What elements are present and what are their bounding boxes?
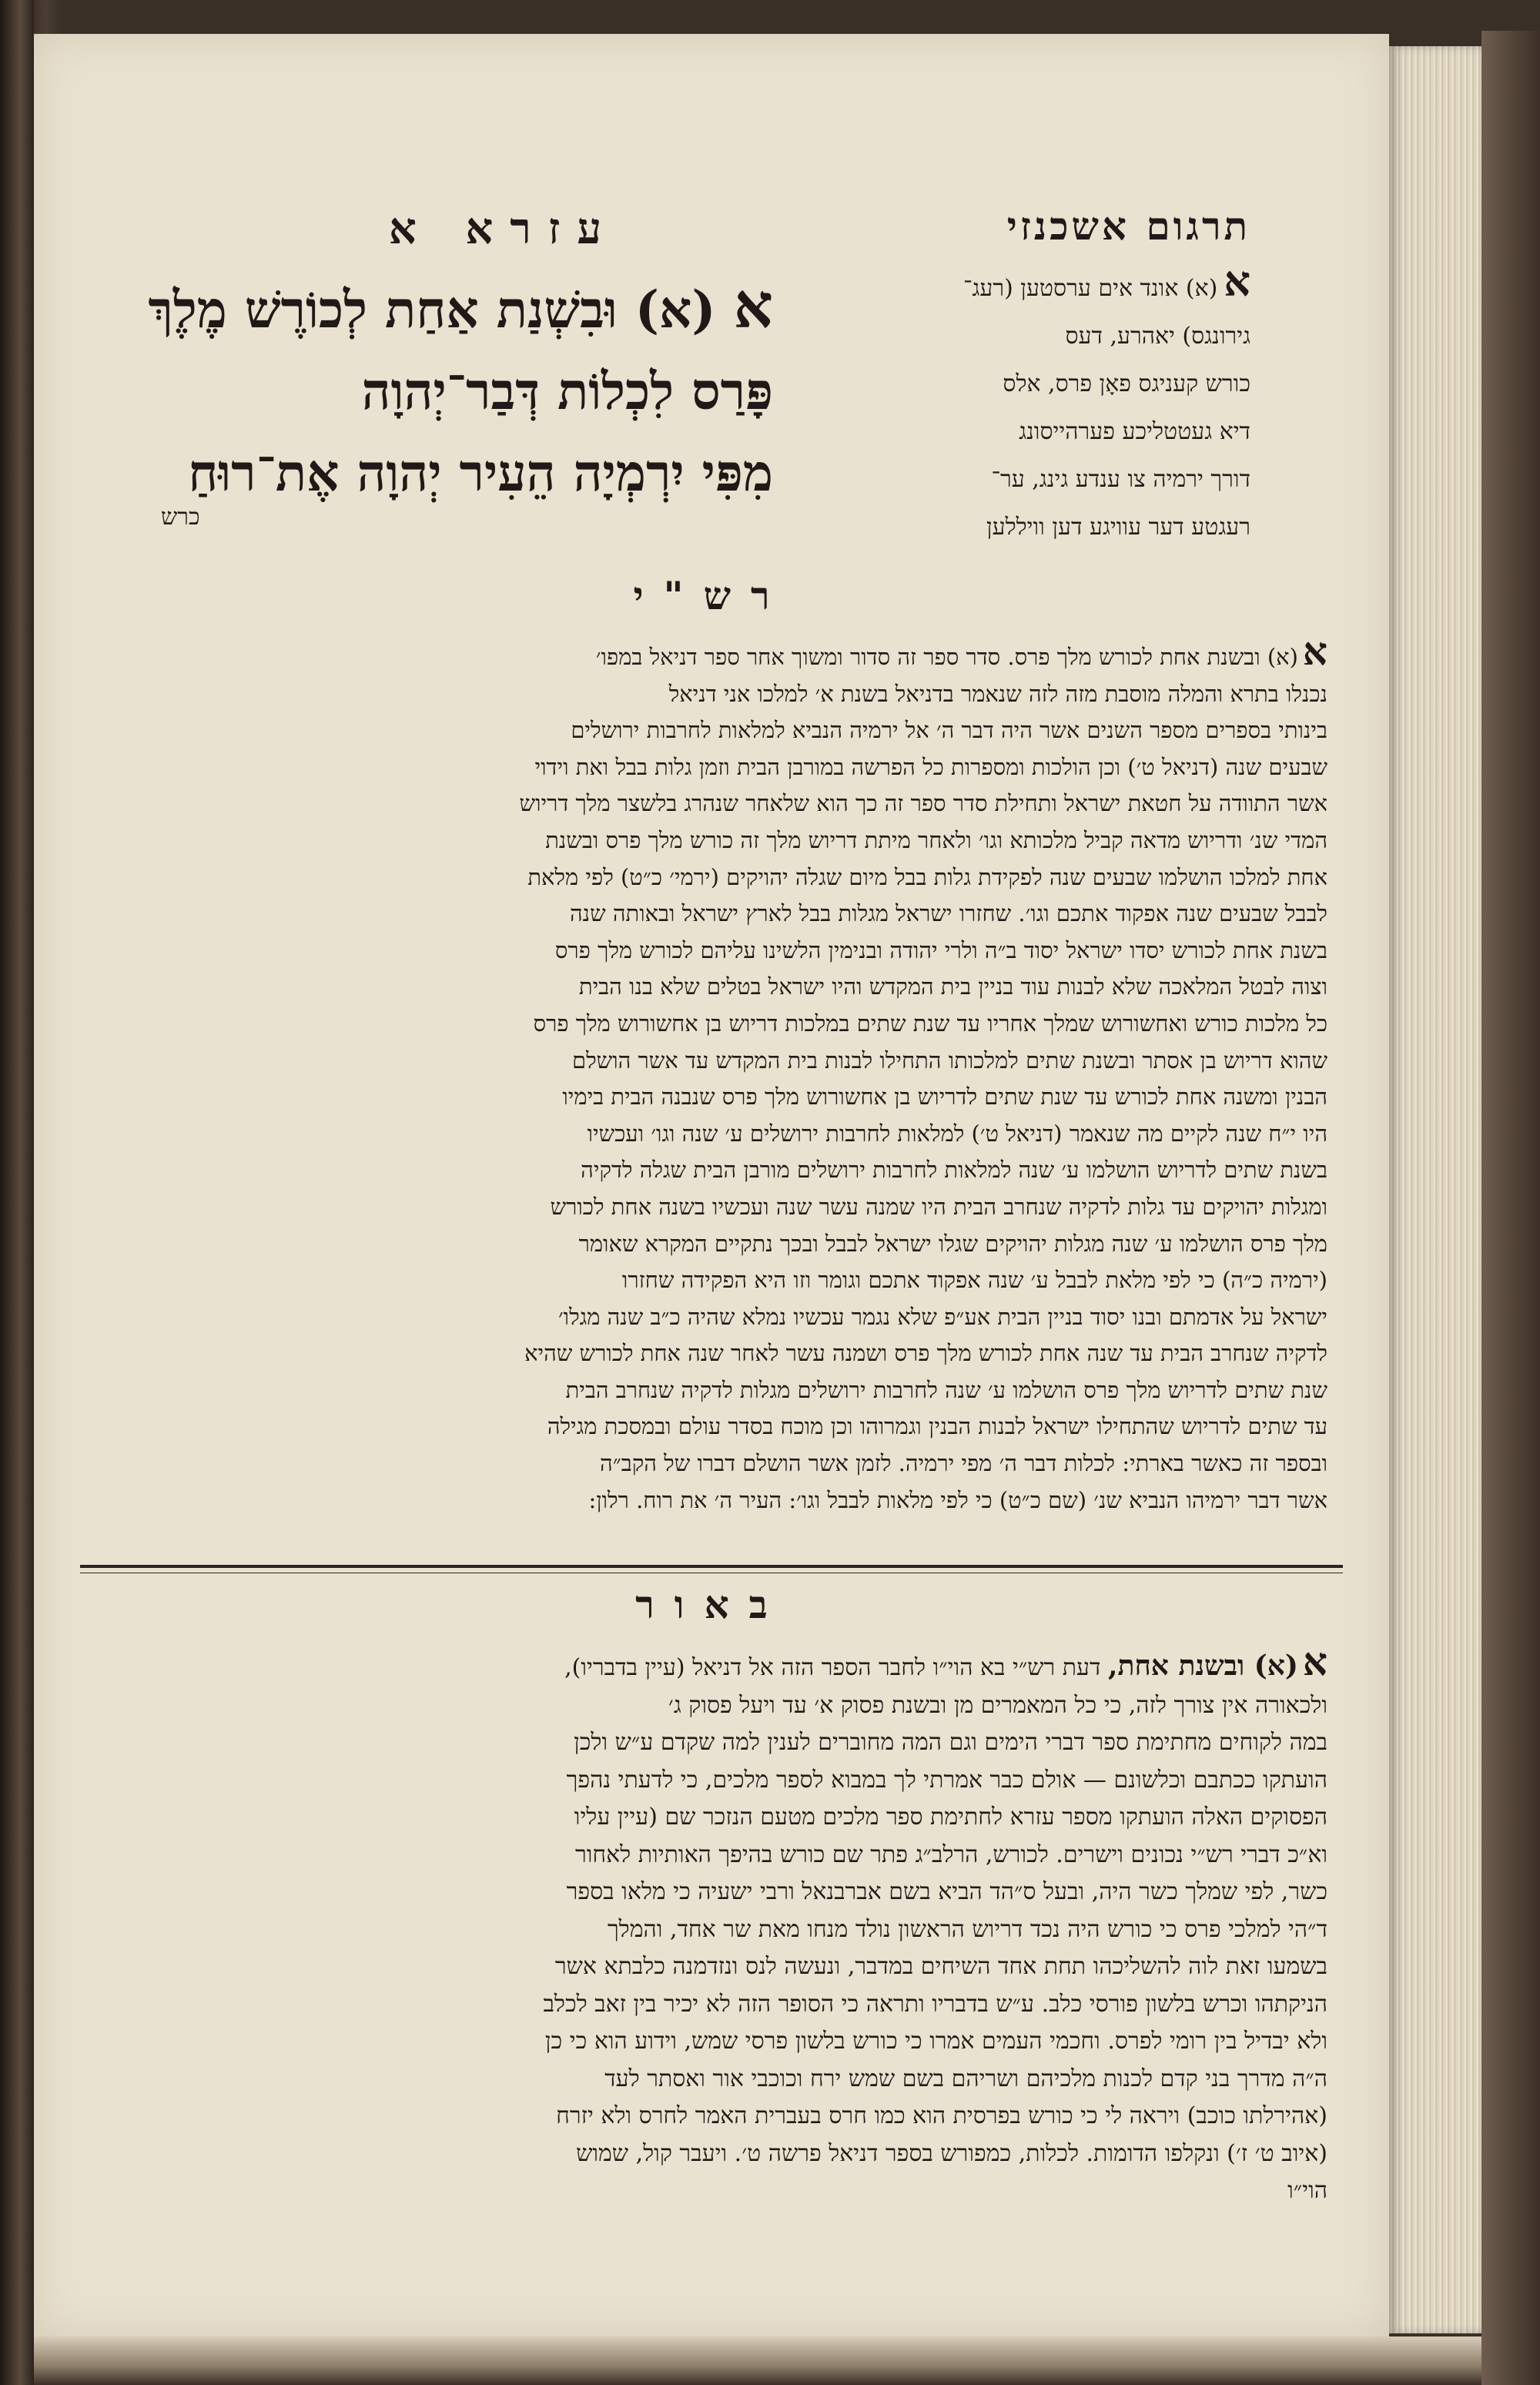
targum-line: דיא געטטליכע פערהייסונג bbox=[1019, 418, 1250, 445]
rashi-line: ומגלות יהויקים עד גלות לדקיה שנחרב הבית היו שמנה עשר שנה ועכשיו בשנה אחת לכורש bbox=[550, 1193, 1327, 1220]
rashi-line: בשנת שתים לדריוש הושלמו ע׳ שנה למלאות לחרבות ירושלים מורבן הבית שגלה לדקיה bbox=[581, 1157, 1327, 1184]
rashi-line: שהוא דריוש בן אסתר ובשנת שתים למלכותו התחילו לבנות בית המקדש עד אשר הושלם bbox=[572, 1047, 1327, 1074]
backdrop bbox=[1481, 31, 1540, 2385]
targum-line: דורך ירמיה צו ענדע גינג, ער־ bbox=[991, 466, 1250, 493]
rashi-line: לבבל שבעים שנה אפקוד אתכם וגו׳. שחזרו ישראל מגלות בבל לארץ ישראל ובאותה שנה bbox=[569, 900, 1327, 927]
rashi-line: הבנין ומשנה אחת לכורש עד שנת שתים לדריוש בן אחשורוש מלך פרס שנבנה הבית בימיו bbox=[562, 1084, 1327, 1110]
beur-line: הניקתהו וכרש בלשון פורסי כלב. ע״ש בדבריו ותראה כי הסופר הזה לא יכיר בין זאב לכלב bbox=[543, 1990, 1327, 2018]
beur-line: (אהירלתו כוכב) ויראה לי כי כורש בפרסית הוא כמו חרס בעברית האמר לחרס ולא יזרח bbox=[556, 2102, 1327, 2129]
rashi-line: וצוה לבטל המלאכה שלא לבנות עוד בניין בית המקדש והיו ישראל בטלים שלא בנו הבית bbox=[578, 973, 1327, 1000]
scripture-column bbox=[142, 265, 773, 514]
targum-line: כורש קעניגס פאָן פרס, אלס bbox=[1003, 370, 1250, 397]
beur-line: ולא יבדיל בין רומי לפרס. וחכמי העמים אמרו כי כורש בלשון פרסי שמש, וידוע הוא כי כן bbox=[544, 2028, 1327, 2055]
beur-line: הועתקו ככתבם וכלשונם — אולם כבר אמרתי לך במבוא לספר מלכים, כי לדעתי נהפך bbox=[566, 1766, 1327, 1794]
book-chapter-title: עזרא א bbox=[388, 203, 619, 254]
targum-column bbox=[819, 257, 1250, 551]
scripture-line: פָּרַס לִכְלוֹת דְּבַר־יְהוָה bbox=[361, 361, 773, 421]
beur-line: ד״הי למלכי פרס כי כורש היה נכד דריוש הראשון נולד מנחו מאת שר אחד, והמלך bbox=[607, 1915, 1327, 1943]
rashi-line: בשנת אחת לכורש יסדו ישראל יסוד ב״ה ולרי יהודה ובנימין הלשינו עליהם לכורש מלך פרס bbox=[554, 936, 1327, 963]
rashi-line: (ירמיה כ״ה) כי לפי מלאת לבבל ע׳ שנה אפקוד אתכם וגומר וזו היא הפקידה שחזרו bbox=[621, 1267, 1327, 1294]
beur-line: הוי״ו bbox=[1287, 2177, 1327, 2204]
beur-line: בשמעו זאת לוה להשליכהו תחת אחד השיחים במדבר, ונעשה לנס ונזדמנה כלבתא אשר bbox=[554, 1953, 1327, 1980]
rashi-line: נכנלו בתרא והמלה מוסבת מזה לזה שנאמר בדניאל בשנת א׳ למלכו אני דניאל bbox=[668, 680, 1327, 707]
book-page bbox=[34, 34, 1389, 2336]
rashi-line: כל מלכות כורש ואחשורוש שמלך אחריו עד שנת שתים במלכות דריוש בן אחשורוש מלך פרס bbox=[533, 1010, 1327, 1037]
targum-line: א(א) אונד אים ערסטען (רעג־ bbox=[962, 256, 1250, 306]
rashi-line: שנת שתים לדריוש מלך פרס הושלמו ע׳ שנה לחרבות ירושלים מגלות לדקיה שנחרב הבית bbox=[565, 1376, 1327, 1403]
scripture-line: מִפִּי יִרְמְיָה הֵעִיר יְהוָה אֶת־רוּחַ bbox=[188, 443, 773, 503]
beur-line: הפסוקים האלה הועתקו מספר עזרא לחתימת ספר מלכים מטעם הנזכר שם (עיין עליו bbox=[574, 1804, 1327, 1831]
rashi-line: היו י״ח שנה לקיים מה שנאמר (דניאל ט׳) למלאות לחרבות ירושלים ע׳ שנה וגו׳ ועכשיו bbox=[587, 1120, 1327, 1147]
targum-line: גירונגס) יאהרע, דעס bbox=[1065, 323, 1250, 350]
beur-lead: (א) ובשנת אחת, bbox=[1108, 1650, 1298, 1682]
rashi-line: אשר דבר ירמיהו הנביא שנ׳ (שם כ״ט) כי לפי מלאות לבבל וגו׳: העיר ה׳ את רוח. רלון: bbox=[588, 1486, 1327, 1513]
page-edges bbox=[1389, 46, 1481, 2333]
beur-line: כשר, לפי שמלך כשר היה, ובעל ס״הד הביא בשם אברבנאל ורבי ישעיה כי מלאו בספר bbox=[566, 1878, 1327, 1905]
beur-line: א(א) ובשנת אחת, דעת רש״י בא הוי״ו לחבר הספר הזה אל דניאל (עיין בדבריו), bbox=[65, 1643, 1327, 1687]
rashi-line: ישראל על אדמתם ובנו יסוד בניין הבית אע״פ שלא נגמר עכשיו נמלא שהיה כ״ב שנה מגלו׳ bbox=[557, 1303, 1327, 1330]
rashi-line: ובספר זה כאשר בארתי: לכלות דבר ה׳ מפי ירמיה. לזמן אשר הושלם דברו של הקב״ה bbox=[600, 1450, 1327, 1477]
targum-line: רעגטע דער עוויגע דען וויללען bbox=[986, 514, 1250, 541]
beur-line: במה לקוחים מחתימת ספר דברי הימים וגם המה מחוברים לענין למה שקדם ע״ש ולכן bbox=[574, 1729, 1327, 1756]
beur-commentary bbox=[65, 1643, 1327, 2210]
rashi-line: בינותי בספרים מספר השנים אשר היה דבר ה׳ אל ירמיה הנביא למלאות לחרבות ירושלים bbox=[571, 717, 1327, 744]
verse-marker: א bbox=[1224, 256, 1250, 306]
targum-title: תרגום אשכנזי bbox=[1006, 203, 1250, 249]
beur-line: (איוב ט׳ ז׳) ונקלפו הדומות. לכלות, כמפורש בספר דניאל פרשה ט׳. ויעבר קול, שמוש bbox=[576, 2139, 1327, 2167]
book-gutter bbox=[0, 0, 34, 2385]
beur-title: באור bbox=[635, 1582, 788, 1627]
rashi-title: רש"י bbox=[633, 573, 790, 618]
rashi-commentary bbox=[65, 633, 1327, 1519]
rashi-line: א(א) ובשנת אחת לכורש מלך פרס. סדר ספר זה סדור ומשוך אחר ספר דניאל במפו׳ bbox=[65, 633, 1327, 676]
rashi-line: אחת למלכו הושלמו שבעים שנה לפקידת גלות בבל מיום שגלה יהויקים (ירמי׳ כ״ט) לפי מלאת bbox=[527, 863, 1327, 890]
beur-line: ה״ה מדרך בני קדם לכנות מלכיהם ושריהם בשם שמש ירח וכוכבי אור ואסתר לעד bbox=[604, 2065, 1327, 2092]
kri-ketiv-note: כרש bbox=[161, 504, 200, 531]
verse-marker: א bbox=[733, 270, 773, 342]
verse-marker: א bbox=[1302, 1643, 1327, 1684]
rashi-line: מלך פרס הושלמו ע׳ שנה מגלות יהויקים שגלו ישראל לבבל ובכך נתקיים המקרא שאומר bbox=[578, 1230, 1327, 1257]
section-divider bbox=[80, 1565, 1343, 1568]
rashi-line: המדי שנ׳ ודריוש מדאה קביל מלכותא וגו׳ ולאחר מיתת דריוש מלך זה כורש מלך פרס ובשנת bbox=[545, 826, 1327, 853]
rashi-line: שבעים שנה (דניאל ט׳) וכן הולכות ומספרות כל הפרשה במורבן הבית וזמן גלות בבל ואת וידוי bbox=[534, 753, 1327, 780]
page-bottom-edge bbox=[34, 2336, 1481, 2385]
scripture-line: א (א) וּבִשְׁנַת אַחַת לְכוֹרֶשׁ מֶלֶךְ bbox=[148, 270, 773, 342]
rashi-line: עד שתים לדריוש שהתחילו ישראל לבנות הבנין וגמרוהו וכן מוכח בסדר עולם ובמסכת מגילה bbox=[547, 1413, 1327, 1440]
rashi-line: אשר התוודה על חטאת ישראל ותחילת סדר ספר זה כך הוא שלאחר שנהרג בלשצר מלך דריוש bbox=[519, 790, 1327, 817]
beur-line: ולכאורה אין צורך לזה, כי כל המאמרים מן ובשנת פסוק א׳ עד ויעל פסוק ג׳ bbox=[668, 1691, 1327, 1719]
rashi-line: לדקיה שנחרב הבית עד שנה אחת לכורש מלך פרס ושמנה עשר לאחר שנה אחת לכורש שהיא bbox=[524, 1340, 1327, 1367]
verse-marker: א bbox=[1302, 633, 1327, 674]
beur-line: וא״כ דברי רש״י נכונים וישרים. לכורש, הרלב״ג פתר שם כורש בהיפך האותיות לאחור bbox=[575, 1841, 1327, 1868]
